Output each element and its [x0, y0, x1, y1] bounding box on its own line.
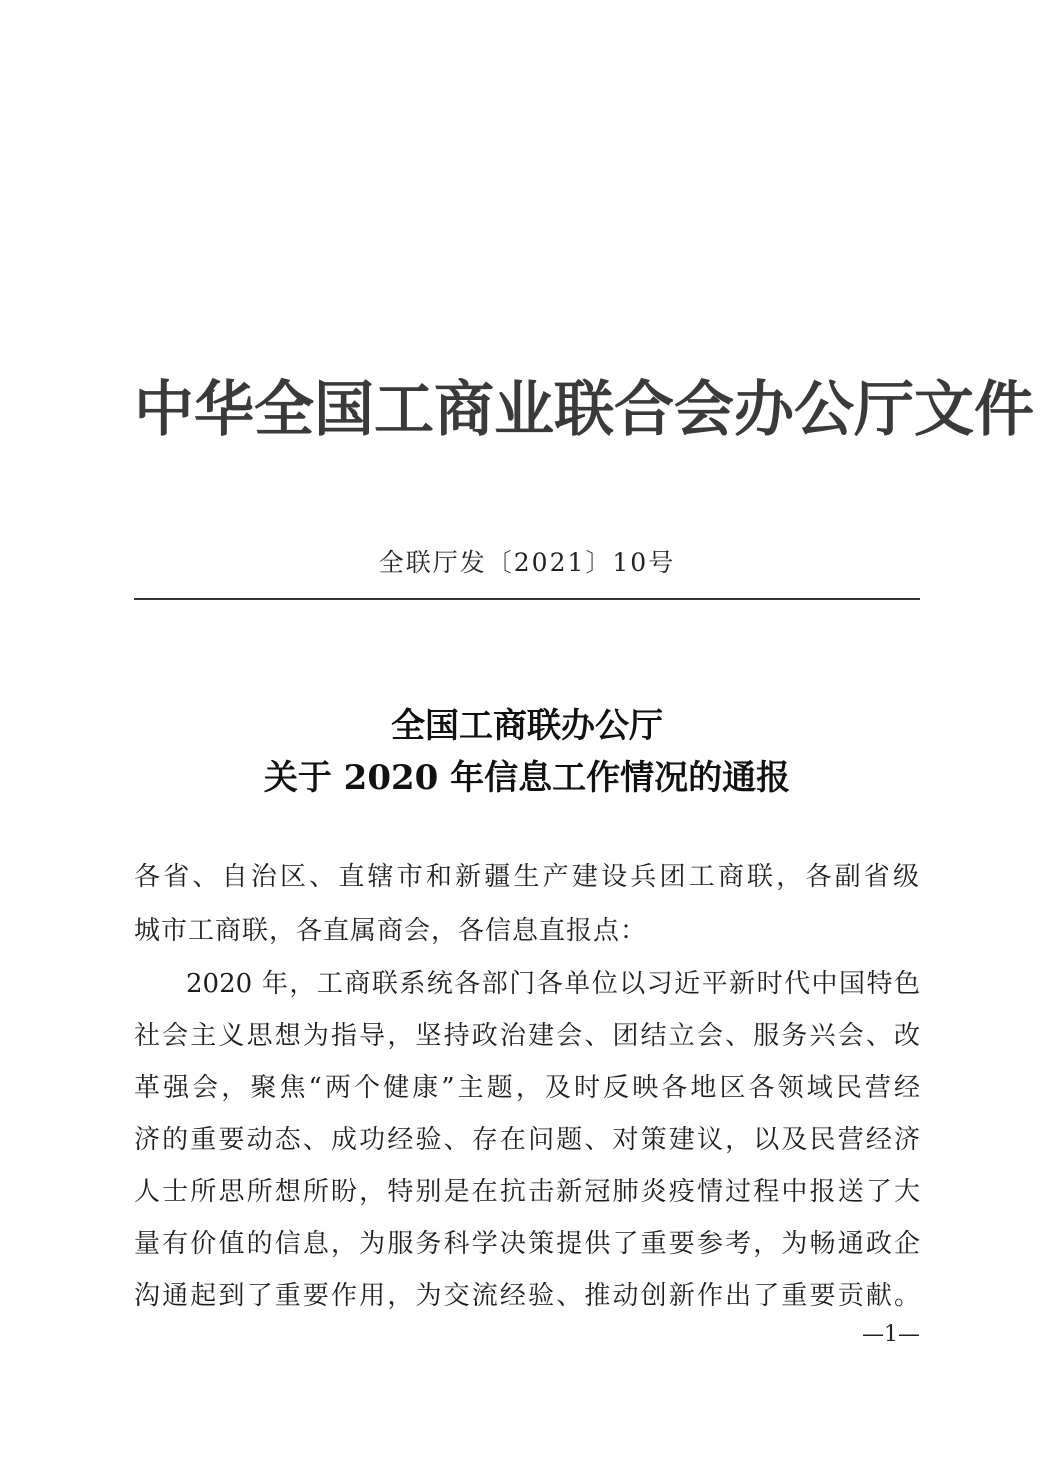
body-line: 量有价值的信息，为服务科学决策提供了重要参考，为畅通政企	[134, 1229, 920, 1259]
body-line: 沟通起到了重要作用，为交流经验、推动创新作出了重要贡献。	[134, 1281, 920, 1311]
body-paragraph	[134, 958, 920, 1322]
body-line: 革强会，聚焦“两个健康”主题，及时反映各地区各领域民营经	[134, 1073, 920, 1103]
notice-title	[134, 700, 920, 804]
body-line: 2020 年，工商联系统各部门各单位以习近平新时代中国特色	[186, 969, 920, 999]
addressee-line-1: 各省、自治区、直辖市和新疆生产建设兵团工商联，各副省级	[134, 862, 920, 892]
addressee-line-2: 城市工商联，各直属商会，各信息直报点：	[134, 916, 648, 946]
body-line: 人士所思所想所盼，特别是在抗击新冠肺炎疫情过程中报送了大	[134, 1177, 920, 1207]
document-number: 全联厅发〔2021〕10号	[378, 548, 676, 577]
page-number: —1—	[862, 1322, 920, 1347]
notice-title-line-1: 全国工商联办公厅	[391, 706, 663, 746]
body-line: 济的重要动态、成功经验、存在问题、对策建议，以及民营经济	[134, 1125, 920, 1155]
separator-rule	[134, 598, 920, 600]
addressee-block	[134, 850, 920, 958]
notice-title-line-2: 关于 2020 年信息工作情况的通报	[263, 758, 791, 798]
masthead-title: 中华全国工商业联合会办公厅文件	[134, 375, 1034, 445]
body-line: 社会主义思想为指导，坚持政治建会、团结立会、服务兴会、改	[134, 1021, 920, 1051]
